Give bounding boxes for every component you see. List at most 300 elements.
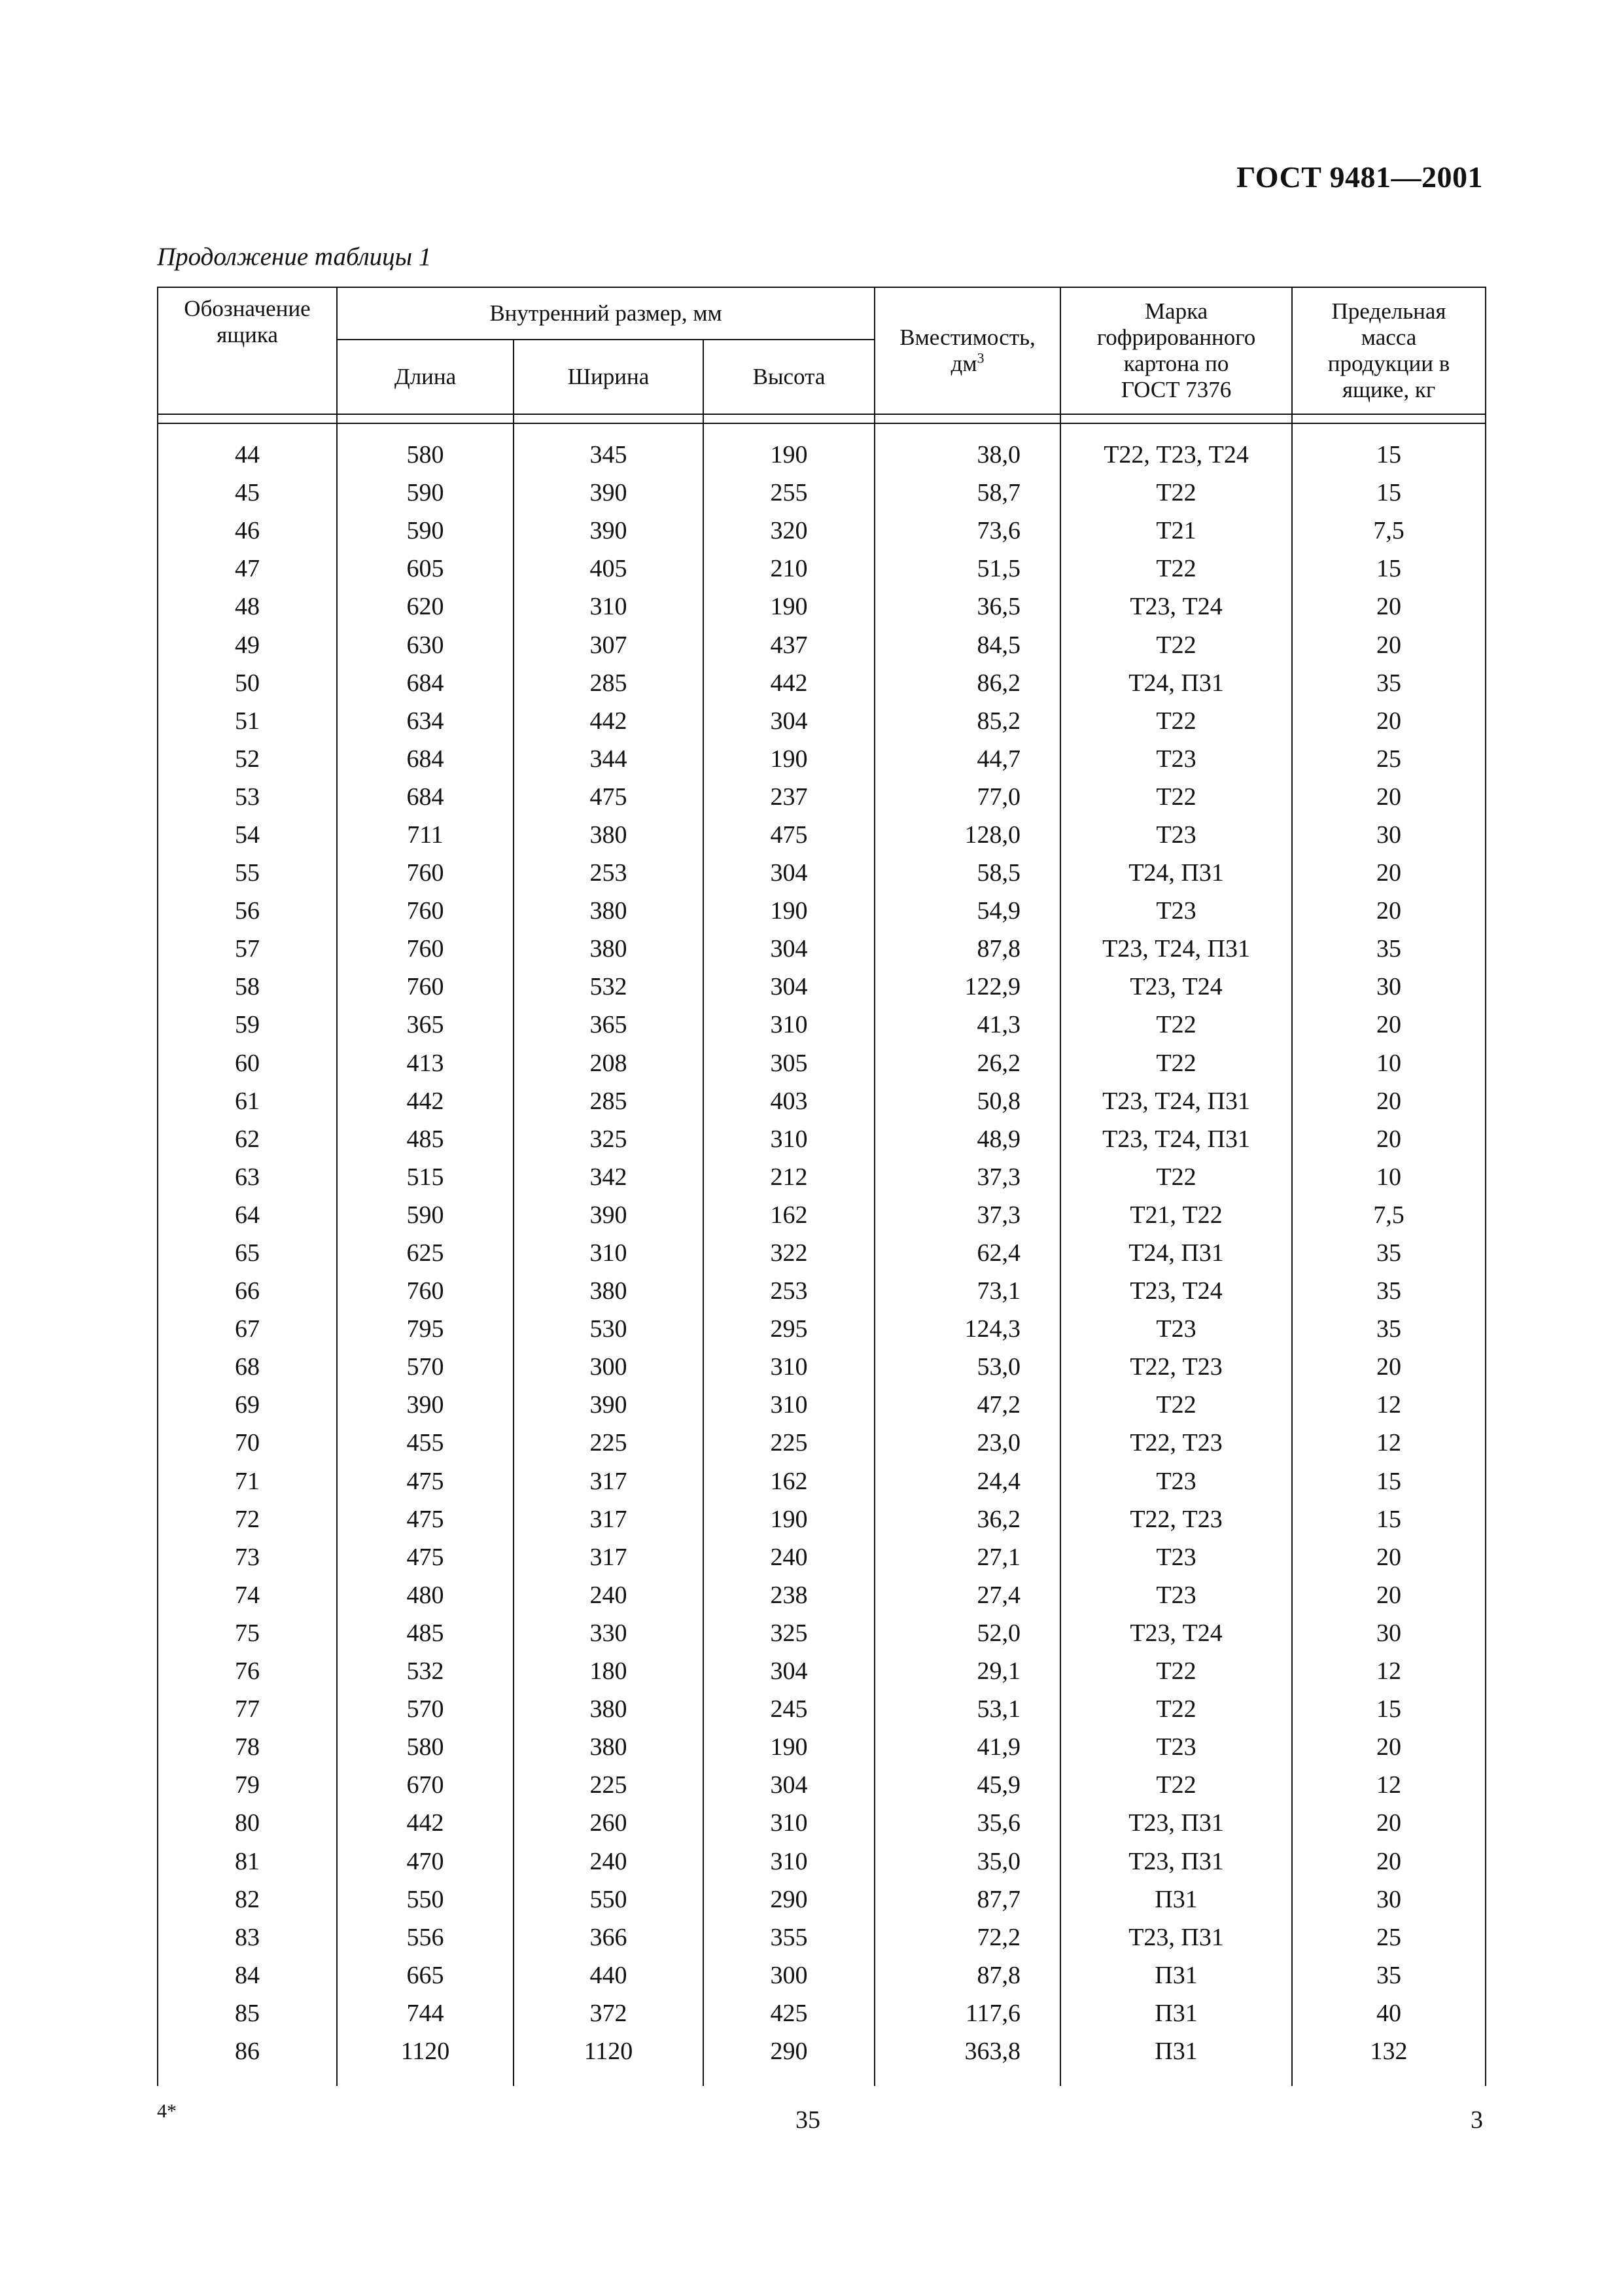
boxes-table <box>157 287 1485 2080</box>
table-row <box>158 1918 1486 1956</box>
cell-capacity: 37,3 <box>875 1196 1060 1234</box>
cell-designation: 74 <box>158 1576 337 1614</box>
cell-grade: Т22, Т23, Т24 <box>1060 423 1292 474</box>
cell-designation: 76 <box>158 1652 337 1690</box>
cell-grade: Т22, Т23 <box>1060 1500 1292 1538</box>
cell-length: 634 <box>337 702 514 740</box>
cell-height: 245 <box>703 1690 875 1728</box>
cell-grade: Т22 <box>1060 1652 1292 1690</box>
cell-capacity: 128,0 <box>875 816 1060 854</box>
cell-designation: 59 <box>158 1006 337 1044</box>
cell-width: 380 <box>514 816 703 854</box>
table-row <box>158 1462 1486 1500</box>
cell-designation: 48 <box>158 588 337 626</box>
cell-height: 475 <box>703 816 875 854</box>
table-row <box>158 1234 1486 1272</box>
cell-length: 365 <box>337 1006 514 1044</box>
cell-capacity: 37,3 <box>875 1158 1060 1196</box>
cell-designation: 51 <box>158 702 337 740</box>
cell-max-mass: 10 <box>1292 1044 1486 1082</box>
cell-grade: Т22 <box>1060 1044 1292 1082</box>
cell-width: 330 <box>514 1614 703 1652</box>
cell-height: 290 <box>703 1881 875 1918</box>
cell-designation: 86 <box>158 2032 337 2070</box>
cell-max-mass: 20 <box>1292 1804 1486 1842</box>
cell-max-mass: 20 <box>1292 1120 1486 1158</box>
cell-height: 300 <box>703 1956 875 1994</box>
cell-width: 342 <box>514 1158 703 1196</box>
cell-max-mass: 15 <box>1292 1500 1486 1538</box>
cell-grade: Т22 <box>1060 1690 1292 1728</box>
cell-designation: 85 <box>158 1994 337 2032</box>
cell-width: 310 <box>514 1234 703 1272</box>
cell-grade: Т21 <box>1060 512 1292 550</box>
cell-height: 310 <box>703 1006 875 1044</box>
cell-length: 570 <box>337 1348 514 1386</box>
table-row <box>158 1386 1486 1424</box>
table-row <box>158 626 1486 663</box>
cell-max-mass: 15 <box>1292 1462 1486 1500</box>
cell-width: 532 <box>514 968 703 1006</box>
cell-height: 305 <box>703 1044 875 1082</box>
table-row <box>158 930 1486 968</box>
cell-capacity: 87,8 <box>875 1956 1060 1994</box>
table-row <box>158 1804 1486 1842</box>
cell-capacity: 117,6 <box>875 1994 1060 2032</box>
cell-grade: Т23, П31 <box>1060 1842 1292 1880</box>
table-row <box>158 1158 1486 1196</box>
cell-capacity: 41,3 <box>875 1006 1060 1044</box>
cell-designation: 81 <box>158 1842 337 1880</box>
cell-designation: 56 <box>158 892 337 930</box>
cell-length: 455 <box>337 1424 514 1462</box>
cell-height: 304 <box>703 1766 875 1804</box>
cell-length: 630 <box>337 626 514 663</box>
cell-width: 317 <box>514 1500 703 1538</box>
cell-max-mass: 20 <box>1292 1842 1486 1880</box>
cell-capacity: 363,8 <box>875 2032 1060 2070</box>
cell-grade: Т23 <box>1060 1728 1292 1766</box>
table-row <box>158 1006 1486 1044</box>
cell-capacity: 87,8 <box>875 930 1060 968</box>
table-row <box>158 968 1486 1006</box>
cell-width: 390 <box>514 1386 703 1424</box>
cell-grade: Т23 <box>1060 1462 1292 1500</box>
cell-capacity: 45,9 <box>875 1766 1060 1804</box>
table-body <box>158 423 1486 2070</box>
cell-designation: 69 <box>158 1386 337 1424</box>
cell-width: 380 <box>514 1690 703 1728</box>
cell-height: 425 <box>703 1994 875 2032</box>
table-row <box>158 1424 1486 1462</box>
cell-length: 795 <box>337 1310 514 1348</box>
header-capacity: Вместимость, $дм^3$ <box>875 287 1060 414</box>
table-row <box>158 474 1486 512</box>
cell-height: 304 <box>703 854 875 892</box>
cell-height: 304 <box>703 702 875 740</box>
cell-height: 442 <box>703 664 875 702</box>
cell-designation: 60 <box>158 1044 337 1082</box>
cell-max-mass: 15 <box>1292 1690 1486 1728</box>
cell-capacity: 36,5 <box>875 588 1060 626</box>
cell-width: 366 <box>514 1918 703 1956</box>
cell-designation: 82 <box>158 1881 337 1918</box>
cell-designation: 49 <box>158 626 337 663</box>
cell-height: 162 <box>703 1196 875 1234</box>
cell-length: 480 <box>337 1576 514 1614</box>
cell-grade: Т23 <box>1060 1310 1292 1348</box>
cell-capacity: 24,4 <box>875 1462 1060 1500</box>
cell-grade: Т23 <box>1060 816 1292 854</box>
cell-length: 620 <box>337 588 514 626</box>
table-row <box>158 1196 1486 1234</box>
table-row <box>158 550 1486 588</box>
table-row <box>158 1082 1486 1120</box>
cell-height: 238 <box>703 1576 875 1614</box>
cell-height: 310 <box>703 1386 875 1424</box>
cell-length: 744 <box>337 1994 514 2032</box>
cell-width: 253 <box>514 854 703 892</box>
cell-capacity: 73,6 <box>875 512 1060 550</box>
table-row <box>158 1272 1486 1310</box>
cell-max-mass: 25 <box>1292 1918 1486 1956</box>
cell-width: 310 <box>514 588 703 626</box>
cell-max-mass: 35 <box>1292 1234 1486 1272</box>
header-height: Высота <box>703 340 875 414</box>
cell-grade: Т22 <box>1060 1766 1292 1804</box>
cell-capacity: 86,2 <box>875 664 1060 702</box>
cell-length: 684 <box>337 664 514 702</box>
cell-grade: Т22 <box>1060 1158 1292 1196</box>
cell-length: 760 <box>337 968 514 1006</box>
cell-width: 530 <box>514 1310 703 1348</box>
cell-designation: 68 <box>158 1348 337 1386</box>
cell-height: 212 <box>703 1158 875 1196</box>
cell-capacity: 54,9 <box>875 892 1060 930</box>
cell-width: 380 <box>514 930 703 968</box>
cell-designation: 64 <box>158 1196 337 1234</box>
cell-max-mass: 20 <box>1292 854 1486 892</box>
cell-length: 590 <box>337 1196 514 1234</box>
header-designation: Обозначение ящика <box>158 287 337 414</box>
cell-length: 556 <box>337 1918 514 1956</box>
cell-height: 310 <box>703 1348 875 1386</box>
cell-capacity: 38,0 <box>875 423 1060 474</box>
cell-max-mass: 20 <box>1292 892 1486 930</box>
cell-max-mass: 7,5 <box>1292 512 1486 550</box>
cell-designation: 54 <box>158 816 337 854</box>
cell-grade: Т22 <box>1060 550 1292 588</box>
cell-max-mass: 30 <box>1292 816 1486 854</box>
cell-capacity: 52,0 <box>875 1614 1060 1652</box>
cell-designation: 80 <box>158 1804 337 1842</box>
cell-max-mass: 15 <box>1292 423 1486 474</box>
table-row <box>158 702 1486 740</box>
cell-max-mass: 20 <box>1292 778 1486 816</box>
table-row <box>158 1994 1486 2032</box>
cell-max-mass: 12 <box>1292 1424 1486 1462</box>
cell-grade: Т21, Т22 <box>1060 1196 1292 1234</box>
cell-max-mass: 35 <box>1292 664 1486 702</box>
cell-capacity: 44,7 <box>875 740 1060 778</box>
cell-width: 325 <box>514 1120 703 1158</box>
cell-height: 325 <box>703 1614 875 1652</box>
table-row <box>158 2032 1486 2070</box>
cell-max-mass: 35 <box>1292 1310 1486 1348</box>
cell-height: 190 <box>703 892 875 930</box>
cell-capacity: 27,4 <box>875 1576 1060 1614</box>
cell-designation: 58 <box>158 968 337 1006</box>
table-row <box>158 1044 1486 1082</box>
cell-capacity: 73,1 <box>875 1272 1060 1310</box>
cell-length: 625 <box>337 1234 514 1272</box>
cell-capacity: 51,5 <box>875 550 1060 588</box>
table-row <box>158 1956 1486 1994</box>
cell-capacity: 124,3 <box>875 1310 1060 1348</box>
cell-length: 590 <box>337 474 514 512</box>
table-row <box>158 1728 1486 1766</box>
table-row <box>158 1500 1486 1538</box>
cell-grade: Т23, Т24 <box>1060 1614 1292 1652</box>
cell-width: 285 <box>514 664 703 702</box>
cell-max-mass: 132 <box>1292 2032 1486 2070</box>
cell-length: 485 <box>337 1614 514 1652</box>
cell-width: 405 <box>514 550 703 588</box>
cell-length: 475 <box>337 1538 514 1576</box>
cell-height: 290 <box>703 2032 875 2070</box>
cell-grade: Т24, П31 <box>1060 854 1292 892</box>
table-row <box>158 1881 1486 1918</box>
table-row <box>158 1310 1486 1348</box>
cell-length: 684 <box>337 778 514 816</box>
cell-max-mass: 12 <box>1292 1652 1486 1690</box>
cell-grade: Т24, П31 <box>1060 664 1292 702</box>
cell-length: 605 <box>337 550 514 588</box>
cell-length: 413 <box>337 1044 514 1082</box>
cell-length: 570 <box>337 1690 514 1728</box>
cell-height: 322 <box>703 1234 875 1272</box>
cell-height: 304 <box>703 930 875 968</box>
cell-grade: Т23, Т24 <box>1060 588 1292 626</box>
cell-grade: Т22 <box>1060 1386 1292 1424</box>
cell-width: 390 <box>514 1196 703 1234</box>
cell-designation: 46 <box>158 512 337 550</box>
cell-max-mass: 40 <box>1292 1994 1486 2032</box>
cell-designation: 67 <box>158 1310 337 1348</box>
cell-grade: Т22, Т23 <box>1060 1424 1292 1462</box>
cell-width: 442 <box>514 702 703 740</box>
cell-width: 317 <box>514 1462 703 1500</box>
cell-designation: 57 <box>158 930 337 968</box>
cell-max-mass: 25 <box>1292 740 1486 778</box>
cell-capacity: 58,7 <box>875 474 1060 512</box>
cell-grade: П31 <box>1060 1881 1292 1918</box>
footer-sheet-number: 3 <box>1471 2106 1483 2134</box>
cell-length: 684 <box>337 740 514 778</box>
table-row <box>158 1842 1486 1880</box>
cell-length: 442 <box>337 1804 514 1842</box>
cell-grade: П31 <box>1060 1956 1292 1994</box>
cell-height: 190 <box>703 588 875 626</box>
table-row <box>158 1766 1486 1804</box>
cell-height: 210 <box>703 550 875 588</box>
cell-height: 190 <box>703 1728 875 1766</box>
cell-length: 550 <box>337 1881 514 1918</box>
cell-max-mass: 30 <box>1292 1881 1486 1918</box>
cell-designation: 47 <box>158 550 337 588</box>
cell-grade: Т23 <box>1060 892 1292 930</box>
cell-grade: Т22 <box>1060 474 1292 512</box>
cell-width: 307 <box>514 626 703 663</box>
cell-max-mass: 20 <box>1292 1082 1486 1120</box>
table-row <box>158 1348 1486 1386</box>
cell-max-mass: 30 <box>1292 1614 1486 1652</box>
cell-capacity: 72,2 <box>875 1918 1060 1956</box>
header-max-mass: Предельная масса продукции в ящике, кг <box>1292 287 1486 414</box>
cell-width: 225 <box>514 1766 703 1804</box>
cell-height: 310 <box>703 1804 875 1842</box>
cell-width: 300 <box>514 1348 703 1386</box>
cell-width: 390 <box>514 474 703 512</box>
cell-grade: Т23, Т24, П31 <box>1060 1120 1292 1158</box>
table-row <box>158 664 1486 702</box>
cell-designation: 55 <box>158 854 337 892</box>
cell-width: 208 <box>514 1044 703 1082</box>
cell-grade: Т22 <box>1060 1006 1292 1044</box>
header-inner-size: Внутренний размер, мм <box>337 287 875 340</box>
cell-height: 304 <box>703 968 875 1006</box>
header-width: Ширина <box>514 340 703 414</box>
table-row <box>158 1538 1486 1576</box>
cell-height: 304 <box>703 1652 875 1690</box>
cell-designation: 72 <box>158 1500 337 1538</box>
cell-width: 240 <box>514 1842 703 1880</box>
cell-height: 190 <box>703 423 875 474</box>
cell-max-mass: 20 <box>1292 626 1486 663</box>
cell-length: 590 <box>337 512 514 550</box>
cell-capacity: 58,5 <box>875 854 1060 892</box>
cell-grade: Т22 <box>1060 778 1292 816</box>
cell-capacity: 27,1 <box>875 1538 1060 1576</box>
table-row <box>158 1576 1486 1614</box>
cell-length: 760 <box>337 930 514 968</box>
cell-grade: П31 <box>1060 2032 1292 2070</box>
cell-designation: 53 <box>158 778 337 816</box>
cell-designation: 52 <box>158 740 337 778</box>
cell-height: 190 <box>703 1500 875 1538</box>
cell-designation: 75 <box>158 1614 337 1652</box>
cell-max-mass: 35 <box>1292 1272 1486 1310</box>
cell-capacity: 47,2 <box>875 1386 1060 1424</box>
cell-designation: 83 <box>158 1918 337 1956</box>
cell-width: 317 <box>514 1538 703 1576</box>
cell-width: 550 <box>514 1881 703 1918</box>
cell-designation: 84 <box>158 1956 337 1994</box>
cell-grade: Т23 <box>1060 1538 1292 1576</box>
footer-page-number: 35 <box>795 2106 820 2134</box>
cell-max-mass: 35 <box>1292 930 1486 968</box>
cell-max-mass: 20 <box>1292 1006 1486 1044</box>
cell-designation: 45 <box>158 474 337 512</box>
table-row <box>158 892 1486 930</box>
cell-grade: Т22 <box>1060 626 1292 663</box>
cell-grade: Т23, Т24, П31 <box>1060 1082 1292 1120</box>
cell-max-mass: 20 <box>1292 1348 1486 1386</box>
cell-width: 285 <box>514 1082 703 1120</box>
table-bottom-filler <box>158 2070 1486 2086</box>
table-caption: Продолжение таблицы 1 <box>157 243 432 271</box>
cell-capacity: 84,5 <box>875 626 1060 663</box>
cell-grade: Т23 <box>1060 1576 1292 1614</box>
cell-grade: Т22 <box>1060 702 1292 740</box>
cell-grade: Т22, Т23 <box>1060 1348 1292 1386</box>
cell-capacity: 122,9 <box>875 968 1060 1006</box>
cell-max-mass: 20 <box>1292 1576 1486 1614</box>
cell-max-mass: 10 <box>1292 1158 1486 1196</box>
cell-max-mass: 15 <box>1292 550 1486 588</box>
cell-grade: Т23, П31 <box>1060 1918 1292 1956</box>
cell-length: 470 <box>337 1842 514 1880</box>
cell-height: 225 <box>703 1424 875 1462</box>
cell-designation: 50 <box>158 664 337 702</box>
cell-height: 355 <box>703 1918 875 1956</box>
table-row <box>158 588 1486 626</box>
cell-capacity: 53,0 <box>875 1348 1060 1386</box>
cell-height: 437 <box>703 626 875 663</box>
cell-height: 255 <box>703 474 875 512</box>
cell-designation: 61 <box>158 1082 337 1120</box>
cell-designation: 62 <box>158 1120 337 1158</box>
table-row <box>158 854 1486 892</box>
header-cardboard-grade: Марка гофрированного картона по ГОСТ 7376 <box>1060 287 1292 414</box>
cell-width: 380 <box>514 892 703 930</box>
table-row <box>158 423 1486 474</box>
cell-height: 320 <box>703 512 875 550</box>
cell-width: 440 <box>514 1956 703 1994</box>
cell-grade: Т23, Т24 <box>1060 1272 1292 1310</box>
table-row <box>158 1652 1486 1690</box>
cell-grade: Т23, Т24, П31 <box>1060 930 1292 968</box>
cell-designation: 73 <box>158 1538 337 1576</box>
cell-max-mass: 20 <box>1292 588 1486 626</box>
cell-grade: Т23, Т24 <box>1060 968 1292 1006</box>
cell-capacity: 41,9 <box>875 1728 1060 1766</box>
cell-height: 162 <box>703 1462 875 1500</box>
cell-width: 345 <box>514 423 703 474</box>
table-row <box>158 816 1486 854</box>
cell-length: 515 <box>337 1158 514 1196</box>
cell-designation: 77 <box>158 1690 337 1728</box>
cell-designation: 78 <box>158 1728 337 1766</box>
cell-grade: Т23, П31 <box>1060 1804 1292 1842</box>
cell-width: 380 <box>514 1728 703 1766</box>
cell-width: 240 <box>514 1576 703 1614</box>
cell-designation: 70 <box>158 1424 337 1462</box>
cell-max-mass: 15 <box>1292 474 1486 512</box>
table-row <box>158 778 1486 816</box>
cell-max-mass: 20 <box>1292 1538 1486 1576</box>
cell-capacity: 29,1 <box>875 1652 1060 1690</box>
cell-max-mass: 35 <box>1292 1956 1486 1994</box>
cell-length: 711 <box>337 816 514 854</box>
cell-width: 372 <box>514 1994 703 2032</box>
cell-width: 260 <box>514 1804 703 1842</box>
table-row <box>158 1690 1486 1728</box>
cell-length: 485 <box>337 1120 514 1158</box>
cell-height: 310 <box>703 1120 875 1158</box>
cell-width: 1120 <box>514 2032 703 2070</box>
cell-width: 365 <box>514 1006 703 1044</box>
